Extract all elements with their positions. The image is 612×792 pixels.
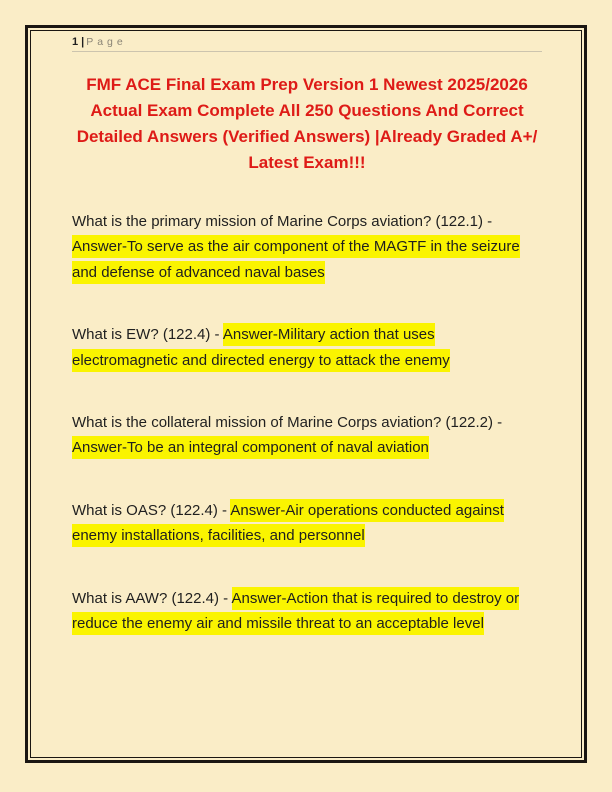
answer-highlight: Answer-To serve as the air component of the MAGTF in the seizure and defense of advanced naval bases xyxy=(72,235,520,283)
document-title: FMF ACE Final Exam Prep Version 1 Newest 2025/2026 Actual Exam Complete All 250 Questions And Correct Detailed Answers (Verified Answers) |Already Graded A+/ Latest Exam!!! xyxy=(76,75,538,172)
qa-item xyxy=(72,410,535,461)
answer-highlight: Answer-Action that is required to destroy or reduce the enemy air and missile threat to an acceptable level xyxy=(72,587,519,635)
question-text: What is OAS? (122.4) - xyxy=(72,501,231,519)
page-number-divider: | xyxy=(81,36,85,48)
page-header-label: Page xyxy=(86,36,127,48)
question-text: What is the collateral mission of Marine Corps aviation? (122.2) - xyxy=(72,414,503,432)
question-text: What is EW? (122.4) - xyxy=(72,326,223,344)
document-page xyxy=(30,30,582,758)
qa-item xyxy=(72,498,535,549)
question-text: What is AAW? (122.4) - xyxy=(72,589,232,607)
answer-highlight: Answer-To be an integral component of naval aviation xyxy=(72,436,429,459)
page-header xyxy=(72,36,542,52)
answer-highlight: Answer-Air operations conducted against enemy installations, facilities, and personnel xyxy=(72,499,504,547)
page-number: 1 xyxy=(72,36,79,48)
answer-highlight: Answer-Military action that uses electromagnetic and directed energy to attack the enemy xyxy=(72,323,450,371)
qa-item xyxy=(72,586,535,637)
document-page-border xyxy=(25,25,587,763)
qa-item xyxy=(72,322,535,373)
qa-item xyxy=(72,209,535,285)
question-text: What is the primary mission of Marine Corps aviation? (122.1) - xyxy=(72,213,493,230)
